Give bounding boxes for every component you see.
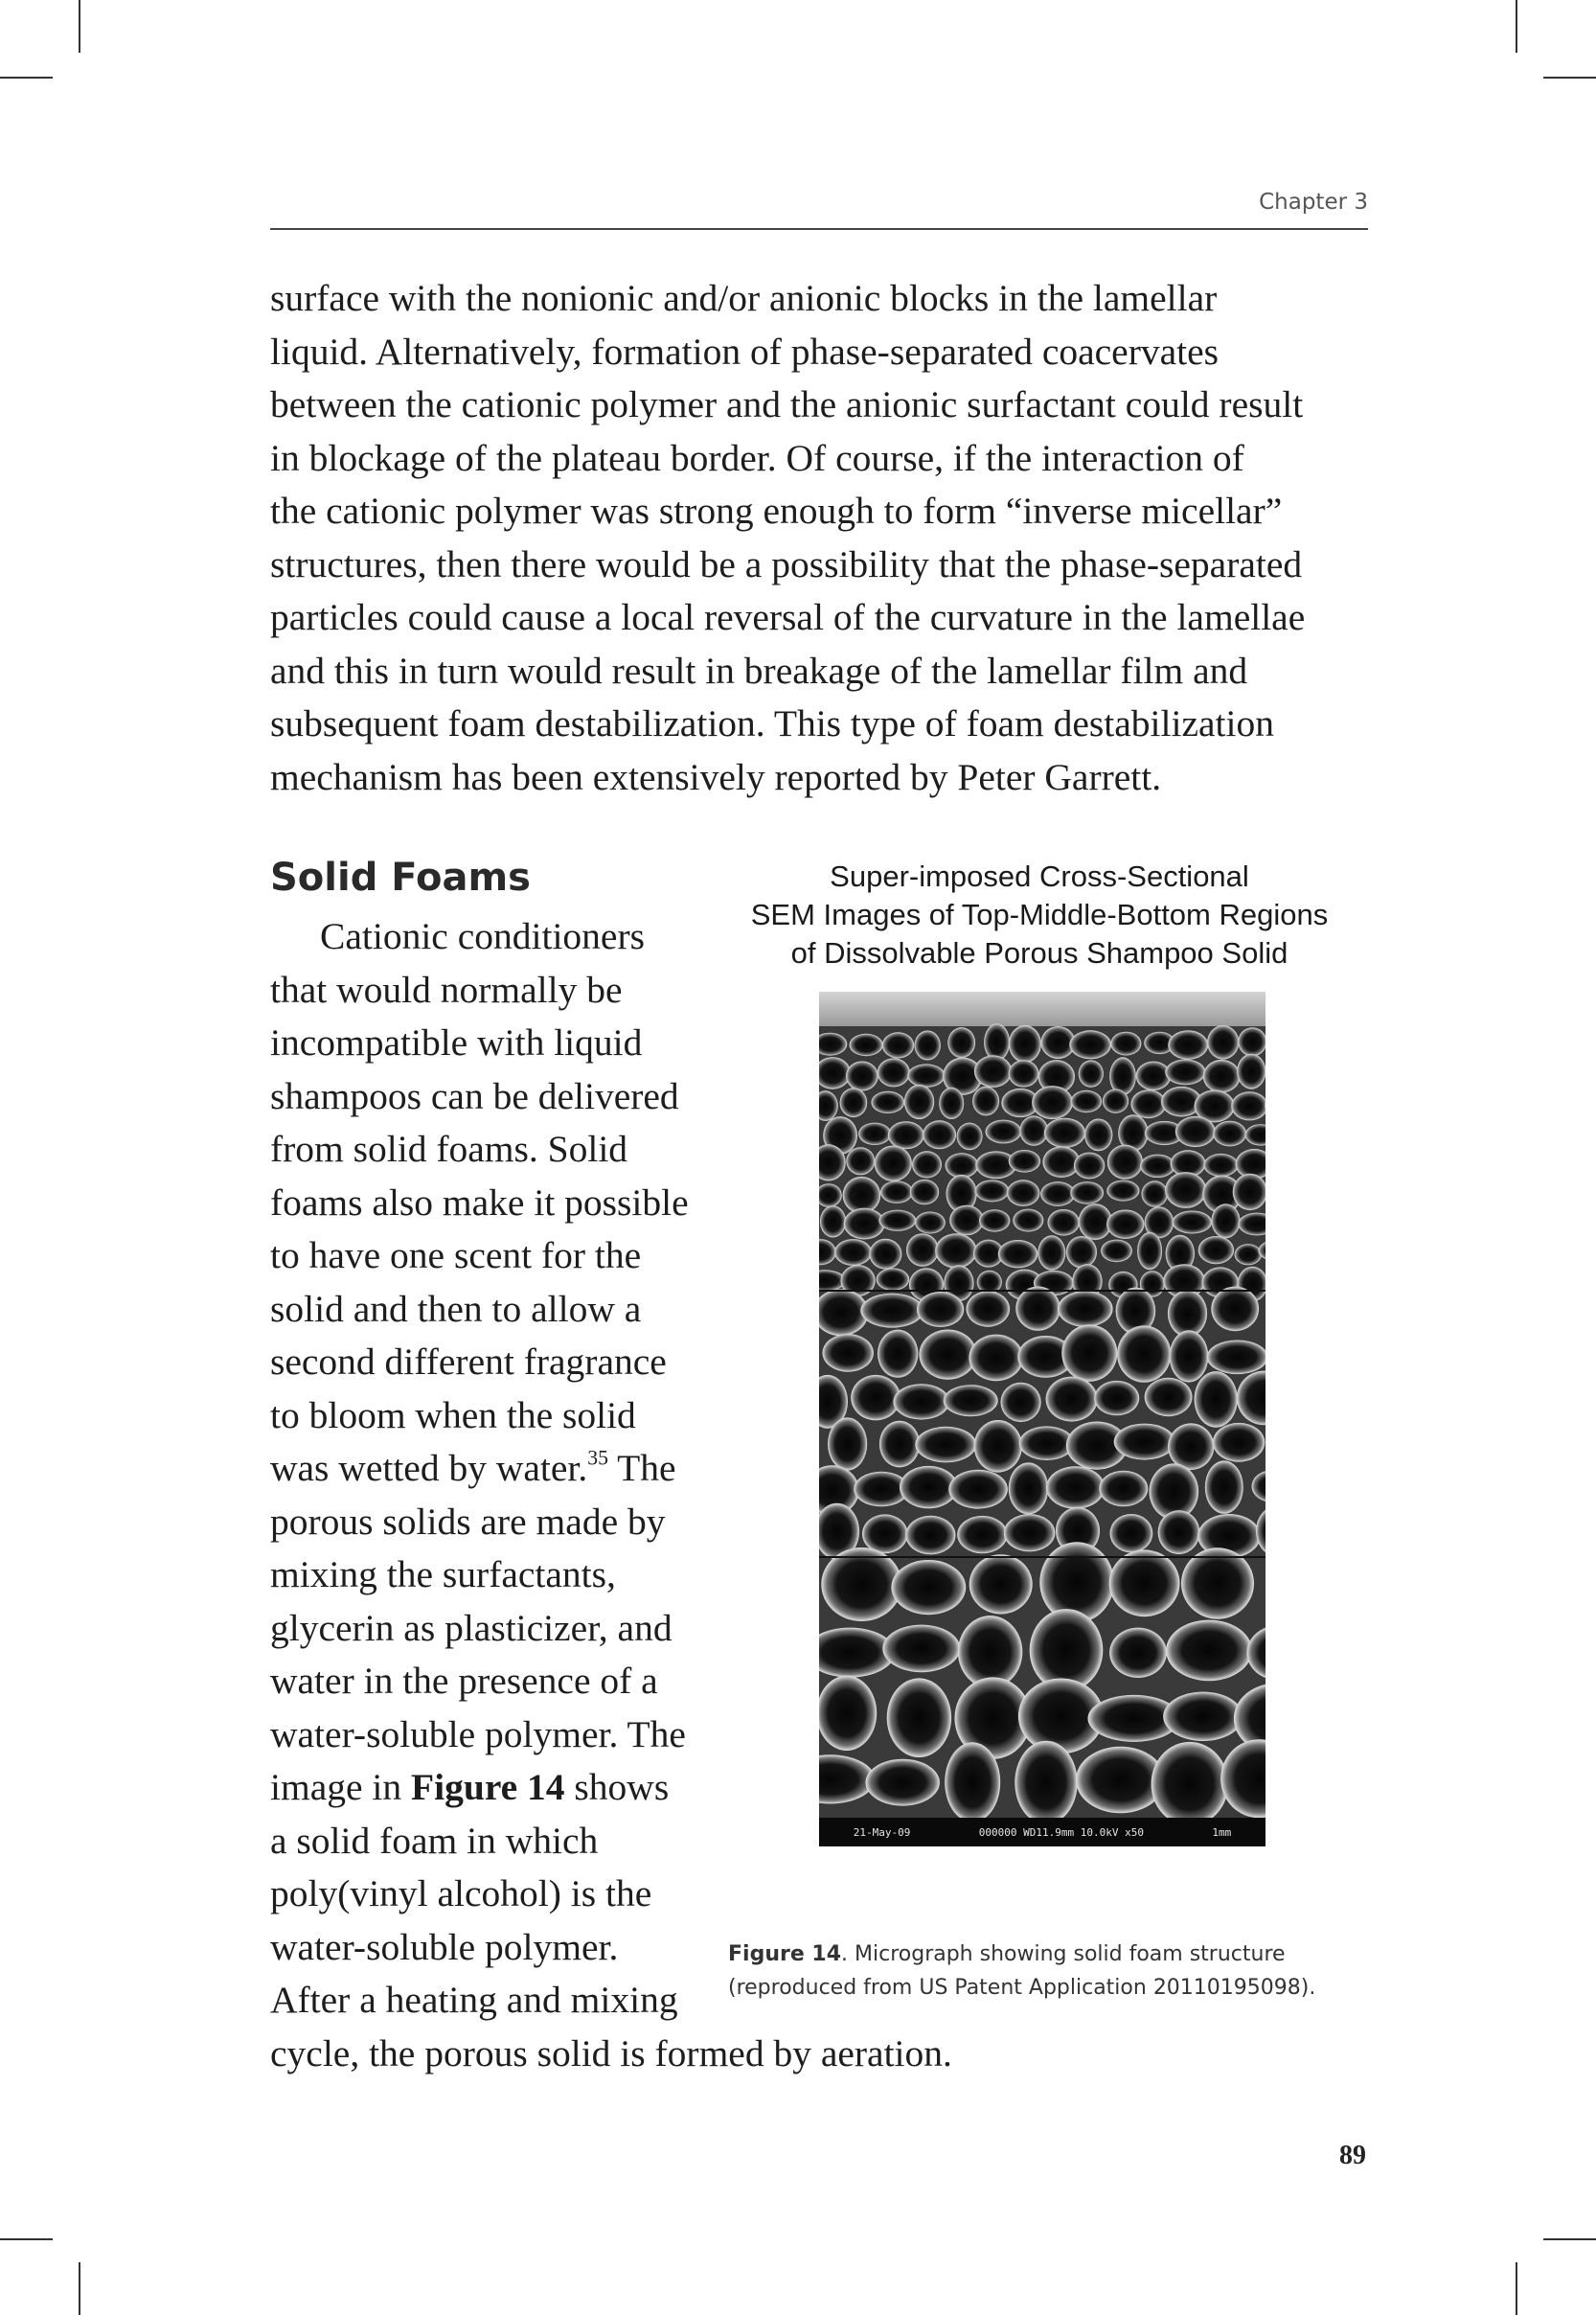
foam-pore: [819, 1676, 877, 1751]
foam-pore: [858, 1123, 891, 1145]
text-line: porous solids are made by: [270, 1500, 666, 1543]
foam-pore: [1074, 1153, 1105, 1180]
foam-pore: [1001, 1383, 1041, 1422]
text-line: in blockage of the plateau border. Of course, if the interaction of: [270, 436, 1244, 479]
foam-pore: [1013, 1209, 1043, 1232]
foam-pore: [1069, 1030, 1111, 1059]
foam-pore: [880, 1180, 913, 1203]
foam-pore: [1004, 1514, 1056, 1551]
scale-label: 1mm: [1212, 1825, 1232, 1839]
caption-text: . Micrograph showing solid foam structure: [841, 1942, 1286, 1966]
foam-pore: [1165, 1172, 1206, 1208]
foam-pore: [1109, 1628, 1167, 1678]
foam-pore: [851, 1375, 901, 1420]
foam-pore: [1203, 1060, 1241, 1093]
section-heading: Solid Foams: [270, 856, 531, 900]
text-line: to have one scent for the: [270, 1234, 642, 1276]
image-date: 21-May-09: [853, 1825, 911, 1839]
text-line: mixing the surfactants,: [270, 1553, 616, 1595]
foam-pore: [1165, 1060, 1205, 1086]
foam-pore: [1106, 1180, 1139, 1202]
foam-pore: [866, 1759, 940, 1806]
text-line: to bloom when the solid: [270, 1393, 636, 1436]
foam-pore: [840, 1088, 868, 1117]
text-line: After a heating and mixing: [270, 1979, 678, 2021]
foam-pore: [935, 1233, 976, 1268]
foam-pore: [1046, 1466, 1105, 1508]
crop-mark: [1516, 2262, 1517, 2315]
foam-pore: [1235, 1244, 1262, 1265]
foam-pore: [944, 1385, 998, 1416]
foam-pore: [1048, 1209, 1080, 1236]
foam-pore: [904, 1085, 934, 1119]
foam-pore: [1213, 1121, 1246, 1147]
foam-pore: [946, 1153, 979, 1178]
text-line: poly(vinyl alcohol) is the: [270, 1872, 652, 1914]
foam-pore: [1009, 1150, 1040, 1173]
foam-pore: [1044, 1118, 1085, 1148]
foam-pore: [1058, 1291, 1113, 1327]
caption-label: Figure 14: [728, 1942, 842, 1966]
foam-pore: [1207, 1025, 1239, 1060]
foam-pore: [1181, 1547, 1254, 1618]
foam-pore: [1137, 1232, 1162, 1271]
foam-pore: [917, 1292, 964, 1327]
foam-pore: [1040, 1181, 1075, 1206]
foam-pore: [1163, 1692, 1243, 1741]
crop-mark: [0, 77, 53, 79]
foam-pore: [1079, 1060, 1104, 1087]
caption-line: [728, 1937, 1389, 1971]
foam-pore: [1037, 1235, 1065, 1270]
foam-pore: [910, 1180, 939, 1204]
text-line: cycle, the porous solid is formed by aeration.: [270, 2032, 952, 2074]
foam-pore: [969, 1554, 1033, 1614]
foam-pore: [1103, 1089, 1129, 1113]
figure-title-line: SEM Images of Top-Middle-Bottom Regions: [750, 898, 1329, 931]
foam-pore: [906, 1233, 939, 1267]
text-line: mechanism has been extensively reported by Peter Garrett.: [270, 755, 1162, 798]
foam-pore: [1009, 1462, 1049, 1514]
foam-pore: [1212, 1203, 1241, 1238]
foam-pore: [1109, 1549, 1180, 1616]
foam-pore: [1070, 1181, 1104, 1204]
foam-pore: [1066, 1236, 1097, 1268]
foam-pore: [878, 1330, 918, 1378]
foam-pore: [1211, 1287, 1259, 1332]
text-line: glycerin as plasticizer, and: [270, 1606, 673, 1649]
foam-pore: [912, 1151, 942, 1178]
crop-mark: [1516, 0, 1517, 53]
foam-pore: [891, 1560, 966, 1615]
foam-pore: [1213, 1423, 1265, 1462]
foam-pore: [1205, 1460, 1243, 1513]
text-line: a solid foam in which: [270, 1819, 599, 1862]
foam-pore: [1166, 1620, 1252, 1682]
text-line: that would normally be: [270, 968, 623, 1011]
foam-pore: [846, 1147, 875, 1175]
foam-pore: [984, 1023, 1010, 1061]
foam-pore: [1019, 1115, 1048, 1145]
foam-pore: [969, 1335, 1023, 1382]
figure-ref-text: image in: [270, 1766, 411, 1808]
foam-pore: [1136, 1062, 1172, 1090]
crop-mark: [1543, 77, 1596, 79]
foam-pore: [1131, 1089, 1167, 1118]
foam-pore: [834, 1239, 872, 1266]
foam-pore: [905, 1516, 955, 1555]
text-line: Cationic conditioners: [320, 915, 645, 957]
foam-structure-image: [819, 992, 1265, 1818]
foam-pore: [1071, 1090, 1102, 1112]
text-line: [270, 1442, 720, 1496]
text-line: water-soluble polymer.: [270, 1925, 619, 1968]
foam-pore: [823, 1334, 874, 1372]
chapter-label: Chapter 3: [1259, 190, 1368, 215]
foam-pore: [949, 1205, 984, 1236]
scale-info-bar: [819, 1818, 1265, 1846]
text-line: [270, 1761, 720, 1815]
foam-pore: [919, 1330, 976, 1380]
foam-pore: [1203, 1154, 1238, 1177]
foam-pore: [1168, 1423, 1214, 1470]
foam-pore: [1145, 1378, 1193, 1416]
foam-pore: [915, 1212, 946, 1234]
foam-pore: [967, 1291, 1011, 1326]
foam-pore: [846, 1062, 878, 1091]
foam-pore: [1198, 1236, 1234, 1264]
foam-pore: [1107, 1145, 1143, 1180]
foam-pore: [882, 1032, 914, 1058]
foam-pore: [923, 1120, 956, 1149]
text-line: and this in turn would result in breakage of the lamellar film and: [270, 649, 1248, 692]
foam-pore: [972, 1087, 999, 1116]
figure-caption: [728, 1937, 1389, 2005]
foam-pore: [1114, 1424, 1175, 1460]
foam-pore: [1061, 1324, 1117, 1381]
crop-mark: [0, 2238, 53, 2240]
foam-pore: [1238, 1027, 1265, 1056]
foam-pore: [1032, 1086, 1073, 1119]
foam-pore: [1019, 1426, 1075, 1460]
foam-pore: [1170, 1330, 1209, 1382]
foam-pore: [975, 1180, 1010, 1202]
text-line: shampoos can be delivered: [270, 1074, 679, 1117]
foam-pore: [957, 1123, 983, 1151]
foam-pore: [1207, 1341, 1265, 1375]
caption-line: (reproduced from US Patent Application 20110195098).: [728, 1976, 1316, 2000]
foam-pore: [879, 1421, 920, 1468]
foam-pore: [948, 1470, 1008, 1509]
foam-pore: [1173, 1211, 1213, 1234]
figure-title-line: of Dissolvable Porous Shampoo Solid: [790, 936, 1288, 970]
foam-pore: [915, 1031, 941, 1061]
foam-pore: [862, 1514, 908, 1553]
foam-pore: [1140, 1155, 1175, 1178]
foam-pore: [843, 1177, 881, 1214]
foam-pore: [915, 1427, 976, 1463]
foam-pore: [820, 1205, 846, 1237]
foam-pore: [869, 1239, 901, 1270]
foam-pore: [860, 1294, 923, 1328]
page-number: 89: [1339, 2141, 1366, 2170]
foam-pore: [1110, 1032, 1141, 1056]
image-parameters: 000000 WD11.9mm 10.0kV x50: [978, 1825, 1144, 1839]
text-line: second different fragrance: [270, 1341, 667, 1383]
foam-pore: [850, 1034, 883, 1056]
figure-title: [709, 858, 1370, 973]
crop-mark: [1543, 2238, 1596, 2240]
foam-pore: [1106, 1210, 1144, 1239]
foam-pore: [1175, 1116, 1216, 1147]
sem-micrograph: [819, 992, 1265, 1846]
crop-mark: [79, 0, 80, 53]
foam-pore: [907, 1064, 945, 1087]
text-line: foams also make it possible: [270, 1180, 689, 1224]
text-line: liquid. Alternatively, formation of phase-separated coacervates: [270, 330, 1220, 373]
foam-pore: [887, 1678, 951, 1757]
foam-pore: [979, 1209, 1010, 1231]
footnote-reference: 35: [587, 1446, 608, 1470]
figure-ref-text-after: shows: [564, 1766, 670, 1808]
foam-pore: [1110, 1514, 1153, 1552]
figure: [709, 858, 1370, 1839]
text-line: incompatible with liquid: [270, 1021, 643, 1064]
foam-pore: [947, 1027, 975, 1058]
foam-pore: [1084, 1119, 1112, 1152]
foam-pore: [957, 1516, 1007, 1553]
text-line: surface with the nonionic and/or anionic blocks in the lamellar: [270, 277, 1218, 319]
foam-pore: [974, 1055, 1012, 1088]
foam-pore: [1094, 1381, 1139, 1415]
foam-pore: [828, 1417, 867, 1470]
foam-pore: [1168, 1290, 1207, 1337]
foam-pore: [1117, 1325, 1171, 1382]
foam-pore: [1007, 1180, 1040, 1206]
figure-title-line: Super-imposed Cross-Sectional: [830, 860, 1249, 893]
foam-pore: [1009, 1060, 1039, 1087]
foam-pore: [986, 1120, 1022, 1144]
foam-pore: [1015, 1287, 1060, 1331]
foam-pore: [998, 1240, 1038, 1268]
text-line: the cationic polymer was strong enough to form “inverse micellar”: [270, 490, 1283, 532]
foam-pore: [1158, 1510, 1200, 1554]
body-paragraph: [270, 272, 1368, 804]
text-line: structures, then there would be a possibility that the phase-separated: [270, 542, 1303, 585]
text-line: subsequent foam destabilization. This type of foam destabilization: [270, 702, 1274, 745]
foam-pore: [888, 1121, 924, 1149]
foam-pore: [893, 1384, 949, 1419]
foam-pore: [878, 1210, 916, 1231]
foam-pore: [871, 1091, 904, 1113]
foam-pore: [844, 1208, 885, 1240]
foam-pore: [882, 1625, 960, 1673]
foam-pore: [1168, 1030, 1208, 1059]
text-line: particles could cause a local reversal of the curvature in the lamellae: [270, 596, 1306, 638]
foam-pore: [939, 1088, 964, 1119]
foam-pore: [875, 1146, 912, 1181]
foam-pore: [1101, 1240, 1132, 1263]
ref-line-text-after: The: [607, 1447, 676, 1489]
foam-pore: [877, 1268, 910, 1291]
foam-pore: [1046, 1377, 1098, 1422]
foam-pore: [1142, 1180, 1169, 1206]
text-line: water-soluble polymer. The: [270, 1712, 686, 1755]
ref-line-text: was wetted by water.: [270, 1447, 588, 1489]
text-line: solid and then to allow a: [270, 1287, 642, 1330]
foam-pore: [1099, 1471, 1148, 1507]
foam-pore: [1009, 1025, 1041, 1063]
text-line: from solid foams. Solid: [270, 1128, 628, 1170]
foam-pore: [1195, 1371, 1238, 1428]
foam-pore: [974, 1420, 1022, 1473]
header-rule: [270, 228, 1368, 230]
figure-reference: Figure 14: [411, 1766, 565, 1808]
text-line: between the cationic polymer and the anionic surfactant could result: [270, 383, 1304, 425]
section-paragraph: [270, 910, 720, 2028]
crop-mark: [79, 2262, 80, 2315]
foam-pore: [1039, 1542, 1114, 1622]
foam-pore: [878, 1058, 910, 1087]
foam-pore: [1237, 1054, 1265, 1089]
text-line: water in the presence of a: [270, 1660, 658, 1702]
foam-pore: [821, 1547, 901, 1621]
